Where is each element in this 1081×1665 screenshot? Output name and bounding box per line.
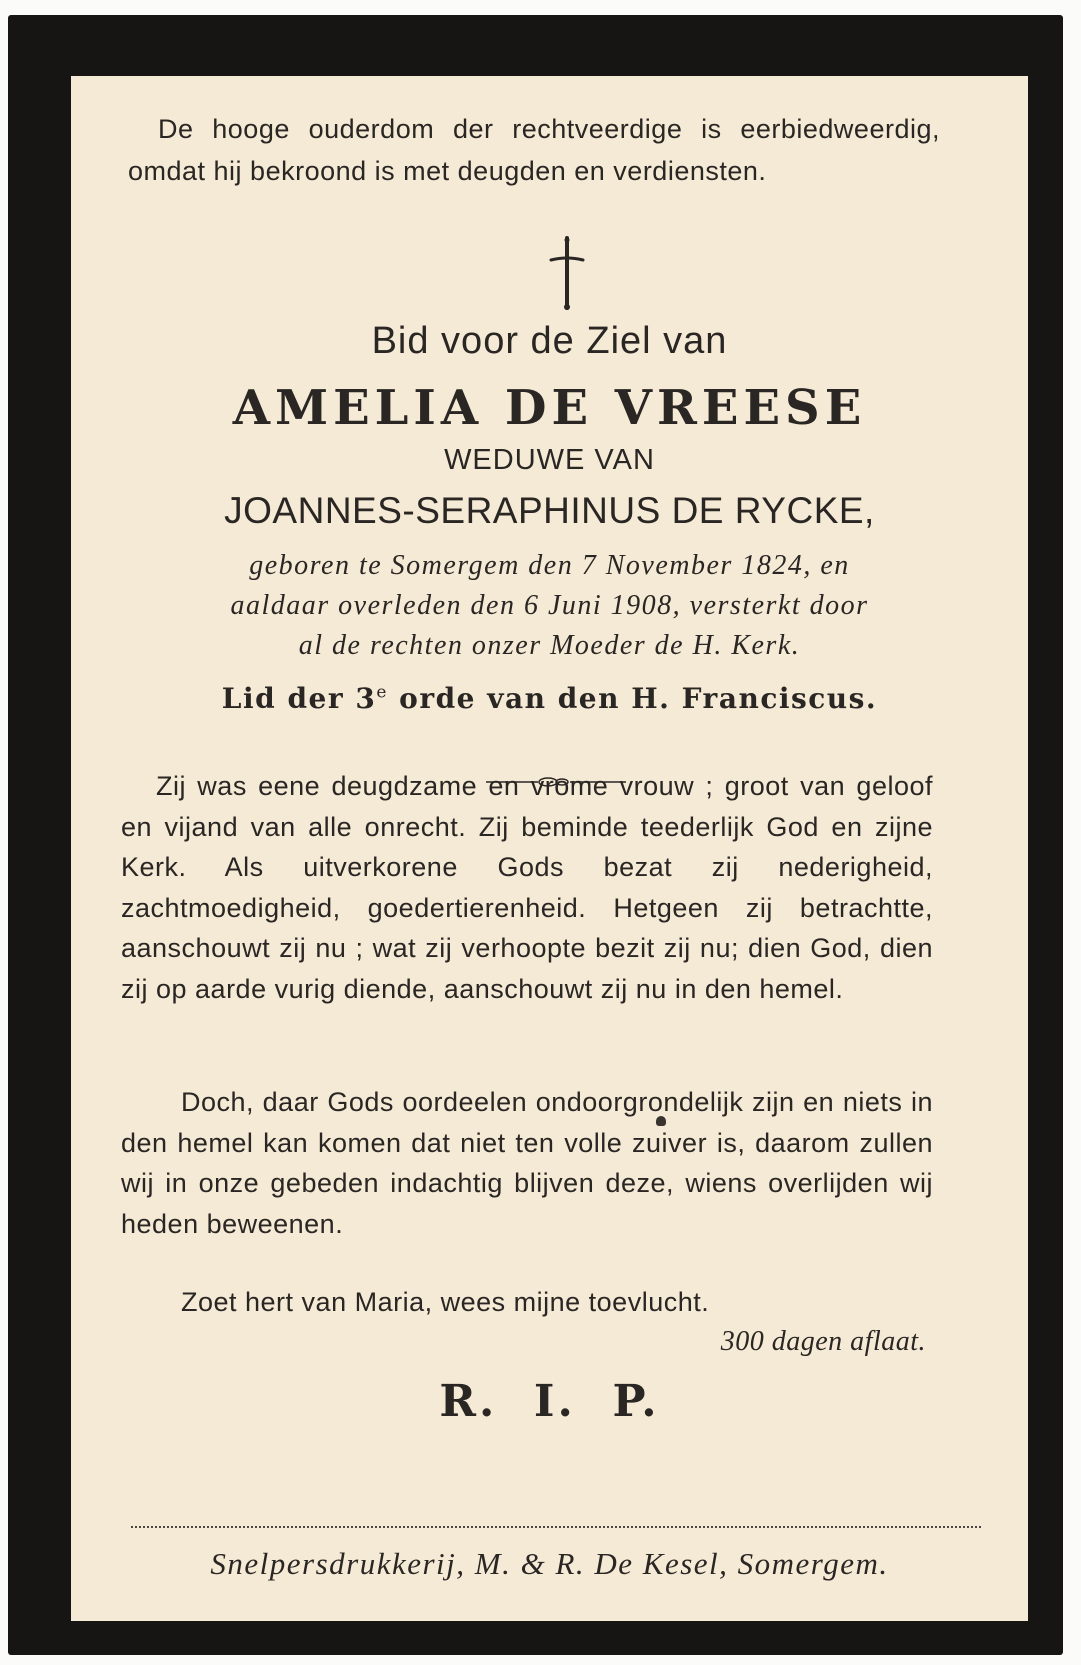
cross-icon (547, 236, 587, 312)
birth-death-line-3: al de rechten onzer Moeder de H. Kerk. (298, 630, 801, 661)
printer-credit: Snelpersdrukkerij, M. & R. De Kesel, Somergem. (210, 1546, 889, 1581)
rip-heading: R. I. P. (439, 1376, 660, 1427)
paragraph-prayer-request: Doch, daar Gods oordeelen ondoorgrondelijk zijn en niets in den hemel kan komen dat niet ten volle zuiver is, daarom zullen wij in onze gebeden indachtig blijven deze, wiens overlijden wij heden beweenen. (121, 1087, 933, 1239)
paragraph-virtues: Zij was eene deugdzame en vrome vrouw ; groot van geloof en vijand van alle onrecht. Zij beminde teederlijk God en zijne Kerk. Als uitverkorene Gods bezat zij nederigheid, zachtmoedigheid, goedertierenheid. Hetgeen zij betrachtte, aanschouwt zij nu ; wat zij verhoopte bezit zij nu; dien God, dien zij op aarde vurig diende, aanschouwt zij nu in den hemel. (121, 771, 933, 1004)
birth-death-line-1: geboren te Somergem den 7 November 1824, en (249, 550, 850, 581)
mourning-card-border (8, 15, 1063, 1655)
widow-of-label: WEDUWE VAN (444, 444, 655, 476)
prayer-heading: Bid voor de Ziel van (371, 320, 728, 362)
order-membership-prefix: Lid der 3 (221, 682, 377, 715)
order-membership-superscript: e (376, 682, 388, 703)
dotted-divider (131, 1526, 981, 1528)
invocation: Zoet hert van Maria, wees mijne toevlucht. (181, 1287, 710, 1317)
memorial-card (71, 76, 1028, 1621)
indulgence: 300 dagen aflaat. (720, 1326, 926, 1357)
intro-text: De hooge ouderdom der rechtveerdige is eerbiedweerdig, omdat hij bekroond is met deugden en verdiensten. (128, 114, 940, 186)
birth-death-line-2: aaldaar overleden den 6 Juni 1908, versterkt door (230, 590, 869, 621)
spouse-name: JOANNES-SERAPHINUS DE RYCKE, (224, 490, 875, 531)
order-membership-suffix: orde van den H. Franciscus. (387, 682, 878, 715)
deceased-name: AMELIA DE VREESE (232, 380, 867, 436)
order-membership (71, 682, 1028, 715)
